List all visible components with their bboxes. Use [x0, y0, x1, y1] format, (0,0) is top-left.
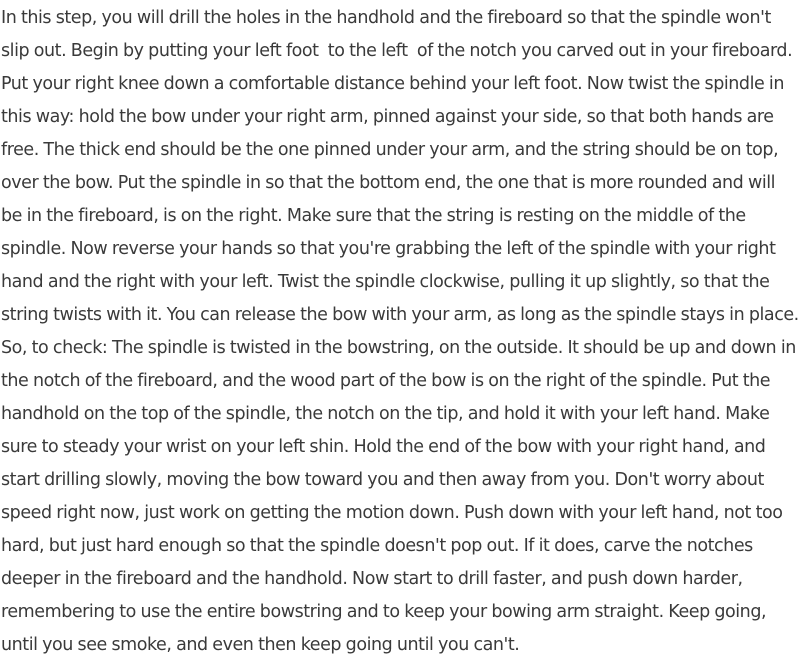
instruction-paragraph: In this step, you will drill the holes in the handhold and the fireboard so that the spindle won't slip out. Begin by putting your left foot to the left of the notch you carved out in your fireboard. Put your right knee down a comfortable distance behind your left foot. Now twist the spindle in this way: hold the bow under your right arm, pinned against your side, so that both hands are free. The thick end should be the one pinned under your arm, and the string should be on top, over the bow. Put the spindle in so that the bottom end, the one that is more rounded and will be in the fireboard, is on the right. Make sure that the string is resting on the middle of the spindle. Now reverse your hands so that you're grabbing the left of the spindle with your right hand and the right with your left. Twist the spindle clockwise, pulling it up slightly, so that the string twists with it. You can release the bow with your arm, as long as the spindle stays in place. So, to check: The spindle is twisted in the bowstring, on the outside. It should be up and down in the notch of the fireboard, and the wood part of the bow is on the right of the spindle. Put the handhold on the top of the spindle, the notch on the tip, and hold it with your left hand. Make sure to steady your wrist on your left shin. Hold the end of the bow with your right hand, and start drilling slowly, moving the bow toward you and then away from you. Don't worry about speed right now, just work on getting the motion down. Push down with your left hand, not too hard, but just hard enough so that the spindle doesn't pop out. If it does, carve the notches deeper in the fireboard and the handhold. Now start to drill faster, and push down harder, remembering to use the entire bowstring and to keep your bowing arm straight. Keep going, until you see smoke, and even then keep going until you can't.: [1, 8, 799, 655]
